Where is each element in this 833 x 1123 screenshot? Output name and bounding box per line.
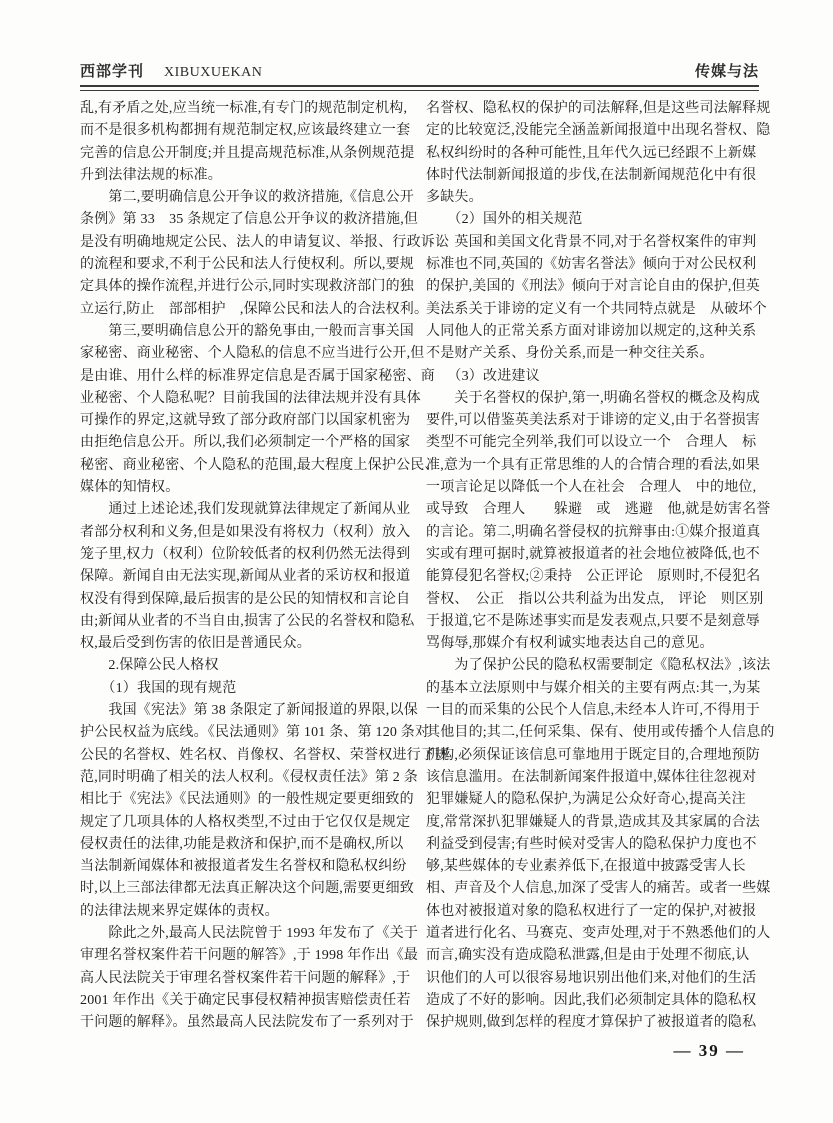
text-line: 时,以上三部法律都无法真正解决这个问题,需要更细致 xyxy=(80,881,414,897)
text-line: 干问题的解释》。虽然最高人民法院发布了一系列对于 xyxy=(80,1015,414,1031)
text-line: 一项言论足以降低一个人在社会 合理人 中的地位, xyxy=(426,480,757,496)
page-number: — 39 — xyxy=(673,1041,745,1060)
text-line: 其他目的;其二,任何采集、保有、使用或传播个人信息的 xyxy=(426,725,775,741)
text-line: 体时代法制新闻报道的步伐,在法制新闻规范化中有很 xyxy=(426,167,757,183)
text-line: 者部分权利和义务,但是如果没有将权力（权利）放入 xyxy=(80,524,411,540)
text-line: 立运行,防止 部部相护 ,保障公民和法人的合法权利。 xyxy=(80,301,429,317)
text-line: 是没有明确地规定公民、法人的申请复议、举报、行政诉讼 xyxy=(80,234,450,250)
text-line: 够,某些媒体的专业素养低下,在报道中披露受害人长 xyxy=(426,859,746,875)
text-line: 能算侵犯名誉权;②秉持 公正评论 原则时,不侵犯名 xyxy=(426,569,761,585)
text-line: 完善的信息公开制度;并且提高规范标准,从条例规范提 xyxy=(80,145,415,161)
text-line: 犯罪嫌疑人的隐私保护,为满足公众好奇心,提高关注 xyxy=(426,792,746,808)
text-line: 美法系关于诽谤的定义有一个共同特点就是 从破坏个 xyxy=(426,301,767,317)
text-line: 要件,可以借鉴英美法系对于诽谤的定义,由于名誉损害 xyxy=(426,413,760,429)
text-line: （1）我国的现有规范 xyxy=(80,680,237,696)
text-line: 除此之外,最高人民法院曾于 1993 年发布了《关于 xyxy=(80,925,419,941)
text-line: （2）国外的相关规范 xyxy=(426,212,583,228)
text-line: 的基本立法原则中与媒介相关的主要有两点:其一,为某 xyxy=(426,680,761,696)
text-line: 保障。新闻自由无法实现,新闻从业者的采访权和报道 xyxy=(80,569,411,585)
text-line: 相、声音及个人信息,加深了受害人的痛苦。或者一些媒 xyxy=(426,881,771,897)
text-line: 实或有理可据时,就算被报道者的社会地位被降低,也不 xyxy=(426,546,760,562)
text-line: 定的比较宽泛,没能完全涵盖新闻报道中出现名誉权、隐 xyxy=(426,123,771,139)
text-line: 名誉权、隐私权的保护的司法解释,但是这些司法解释规 xyxy=(426,101,771,116)
text-line: 的言论。第二,明确名誉侵权的抗辩事由:①媒介报道真 xyxy=(426,524,761,540)
text-line: 类型不可能完全列举,我们可以设立一个 合理人 标 xyxy=(426,435,757,451)
text-line: 准,意为一个具有正常思维的人的合情合理的看法,如果 xyxy=(426,457,760,473)
text-line: 媒体的知情权。 xyxy=(80,480,180,496)
text-line: 不是财产关系、身份关系,而是一种交往关系。 xyxy=(426,346,714,362)
text-column-right xyxy=(426,98,775,1034)
text-line: 公民的名誉权、姓名权、肖像权、名誉权、荣誉权进行了规 xyxy=(80,747,450,763)
text-line: 侵权责任的法律,功能是救济和保护,而不是确权,所以 xyxy=(80,836,404,852)
text-line: 相比于《宪法》《民法通则》的一般性规定要更细致的 xyxy=(80,792,414,808)
text-line: 英国和美国文化背景不同,对于名誉权案件的审判 xyxy=(426,234,757,250)
text-line: 骂侮辱,那媒介有权利诚实地表达自己的意见。 xyxy=(426,636,714,652)
text-line: 权,最后受到伤害的依旧是普通民众。 xyxy=(80,636,311,652)
text-line: 由拒绝信息公开。所以,我们必须制定一个严格的国家 xyxy=(80,435,411,451)
text-line: 护公民权益为底线。《民法通则》第 101 条、第 120 条对 xyxy=(80,725,430,741)
text-line: 机构,必须保证该信息可靠地用于既定目的,合理地预防 xyxy=(426,747,760,763)
text-line: 2001 年作出《关于确定民事侵权精神损害赔偿责任若 xyxy=(80,992,411,1008)
text-line: 保护规则,做到怎样的程度才算保护了被报道者的隐私 xyxy=(426,1015,757,1031)
text-line: 乱,有矛盾之处,应当统一标准,有专门的规范制定机构, xyxy=(80,101,408,116)
journal-title-group xyxy=(80,60,262,81)
text-line: 2.保障公民人格权 xyxy=(80,658,219,674)
text-line: 条例》第 33 35 条规定了信息公开争议的救济措施,但 xyxy=(80,212,419,228)
text-line: 的法律法规来界定媒体的责权。 xyxy=(80,903,279,919)
text-line: 识他们的人可以很容易地识别出他们来,对他们的生活 xyxy=(426,970,757,986)
page-header xyxy=(80,60,759,81)
text-line: 秘密、商业秘密、个人隐私的范围,最大程度上保护公民、 xyxy=(80,457,439,473)
text-line: 的保护,美国的《刑法》倾向于对言论自由的保护,但英 xyxy=(426,279,760,295)
text-line: 权没有得到保障,最后损害的是公民的知情权和言论自 xyxy=(80,591,411,607)
section-label: 传媒与法 xyxy=(694,63,759,80)
text-line: 的流程和要求,不利于公民和法人行使权利。所以,要规 xyxy=(80,257,414,273)
text-line: 定具体的操作流程,并进行公示,同时实现救济部门的独 xyxy=(80,279,414,295)
text-line: 高人民法院关于审理名誉权案件若干问题的解释》,于 xyxy=(80,970,411,986)
text-line: 私权纠纷时的各种可能性,且年代久远已经跟不上新媒 xyxy=(426,145,757,161)
text-line: 为了保护公民的隐私权需要制定《隐私权法》,该法 xyxy=(426,658,771,674)
text-line: 第二,要明确信息公开争议的救济措施,《信息公开 xyxy=(80,190,414,206)
text-line: 我国《宪法》第 38 条限定了新闻报道的界限,以保 xyxy=(80,703,418,719)
text-line: 人同他人的正常关系方面对诽谤加以规定的,这种关系 xyxy=(426,323,757,339)
text-line: 标准也不同,英国的《妨害名誉法》倾向于对公民权利 xyxy=(426,257,757,273)
text-line: 多缺失。 xyxy=(426,190,483,206)
text-line: 一目的而采集的公民个人信息,未经本人许可,不得用于 xyxy=(426,703,760,719)
text-line: 或导致 合理人 躲避 或 逃避 他,就是妨害名誉 xyxy=(426,502,771,518)
header-divider-rule xyxy=(80,85,759,91)
text-line: 体也对被报道对象的隐私权进行了一定的保护,对被报 xyxy=(426,903,757,919)
text-line: 家秘密、商业秘密、个人隐私的信息不应当进行公开,但 xyxy=(80,346,425,362)
text-line: 而不是很多机构都拥有规范制定权,应该最终建立一套 xyxy=(80,123,411,139)
text-column-left xyxy=(80,98,450,1034)
text-line: 笼子里,权力（权利）位阶较低者的权利仍然无法得到 xyxy=(80,546,411,562)
text-line: 道者进行化名、马赛克、变声处理,对于不熟悉他们的人 xyxy=(426,925,771,941)
text-line: 可操作的界定,这就导致了部分政府部门以国家机密为 xyxy=(80,413,411,429)
text-line: （3）改进建议 xyxy=(426,368,540,384)
text-line: 利益受到侵害;有些时候对受害人的隐私保护力度也不 xyxy=(426,836,757,852)
text-line: 审理名誉权案件若干问题的解答》,于 1998 年作出《最 xyxy=(80,948,419,964)
text-line: 由;新闻从业者的不当自由,损害了公民的名誉权和隐私 xyxy=(80,613,415,629)
text-line: 于报道,它不是陈述事实而是发表观点,只要不是刻意辱 xyxy=(426,613,760,629)
text-line: 升到法律法规的标准。 xyxy=(80,167,222,183)
journal-title-chinese: 西部学刊 xyxy=(80,63,145,80)
text-line: 度,常常深扒犯罪嫌疑人的背景,造成其及其家属的合法 xyxy=(426,814,760,830)
text-line: 是由谁、用什么样的标准界定信息是否属于国家秘密、商 xyxy=(80,368,435,384)
text-line: 范,同时明确了相关的法人权利。《侵权责任法》第 2 条 xyxy=(80,769,418,785)
text-line: 当法制新闻媒体和被报道者发生名誉权和隐私权纠纷 xyxy=(80,859,407,875)
text-line: 业秘密、个人隐私呢？目前我国的法律法规并没有具体 xyxy=(80,390,421,406)
text-line: 而言,确实没有造成隐私泄露,但是由于处理不彻底,认 xyxy=(426,948,750,964)
text-line: 规定了几项具体的人格权类型,不过由于它仅仅是规定 xyxy=(80,814,411,830)
text-line: 造成了不好的影响。因此,我们必须制定具体的隐私权 xyxy=(426,992,757,1008)
text-line: 誉权、 公正 指以公共利益为出发点, 评论 则区别 xyxy=(426,591,764,607)
text-line: 通过上述论述,我们发现就算法律规定了新闻从业 xyxy=(80,502,411,518)
journal-title-pinyin: XIBUXUEKAN xyxy=(164,65,263,80)
text-line: 第三,要明确信息公开的豁免事由,一般而言事关国 xyxy=(80,323,414,339)
text-line: 该信息滥用。在法制新闻案件报道中,媒体往往忽视对 xyxy=(426,769,757,785)
text-line: 关于名誉权的保护,第一,明确名誉权的概念及构成 xyxy=(426,390,760,406)
